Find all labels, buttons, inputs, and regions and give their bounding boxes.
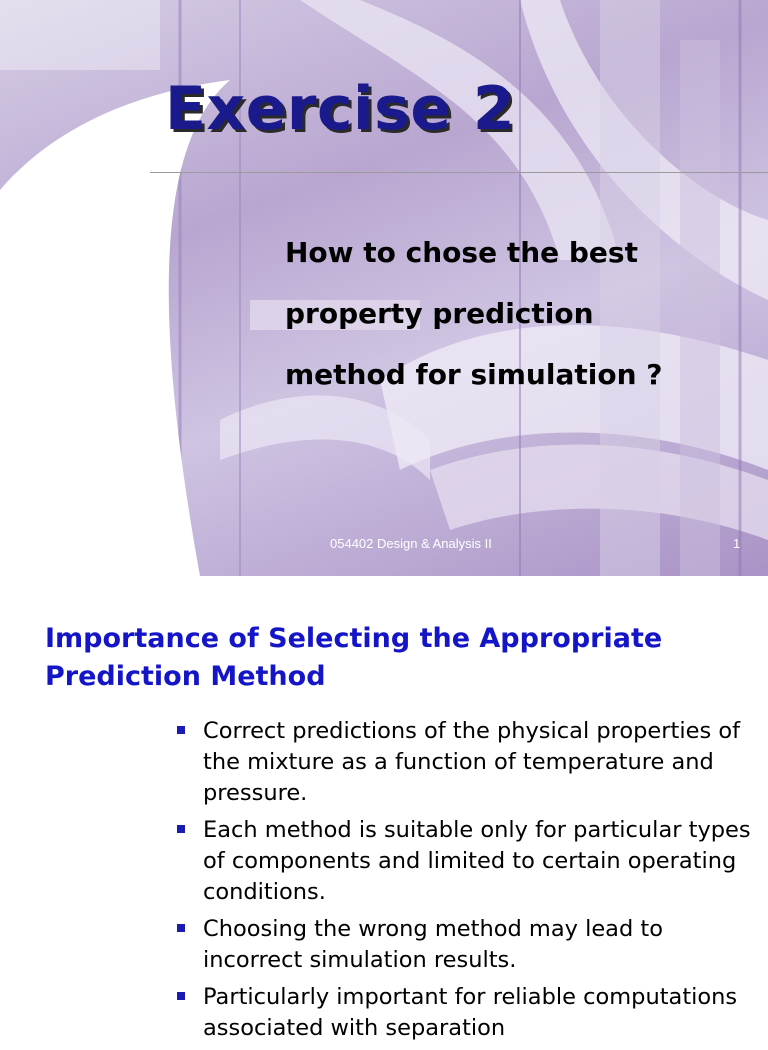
slide-heading: Importance of Selecting the Appropriate Prediction Method bbox=[45, 623, 663, 692]
list-item bbox=[175, 914, 755, 976]
footer-page-number: 1 bbox=[733, 536, 741, 551]
slide-2 bbox=[0, 576, 768, 1041]
slide-title: Exercise 2 bbox=[165, 74, 516, 144]
footer-date: 11/25/20 bbox=[32, 536, 82, 551]
subtitle-line: property prediction bbox=[285, 297, 594, 330]
square-bullet-icon bbox=[177, 726, 185, 734]
square-bullet-icon bbox=[177, 992, 185, 1000]
bullet-text: Particularly important for reliable computations associated with separation bbox=[203, 984, 738, 1041]
bullet-list bbox=[175, 716, 755, 1050]
title-divider bbox=[150, 172, 768, 173]
square-bullet-icon bbox=[177, 825, 185, 833]
slide-subtitle bbox=[285, 222, 755, 405]
list-item bbox=[175, 716, 755, 809]
footer-course: 054402 Design & Analysis II bbox=[330, 536, 492, 551]
subtitle-line: method for simulation ? bbox=[285, 358, 663, 391]
list-item bbox=[175, 815, 755, 908]
bullet-text: Choosing the wrong method may lead to incorrect simulation results. bbox=[203, 916, 663, 973]
bullet-text: Each method is suitable only for particular types of components and limited to certain operating conditions. bbox=[203, 817, 751, 905]
bullet-text: Correct predictions of the physical properties of the mixture as a function of temperature and pressure. bbox=[203, 718, 741, 806]
subtitle-line: How to chose the best bbox=[285, 236, 638, 269]
square-bullet-icon bbox=[177, 924, 185, 932]
list-item bbox=[175, 982, 755, 1044]
